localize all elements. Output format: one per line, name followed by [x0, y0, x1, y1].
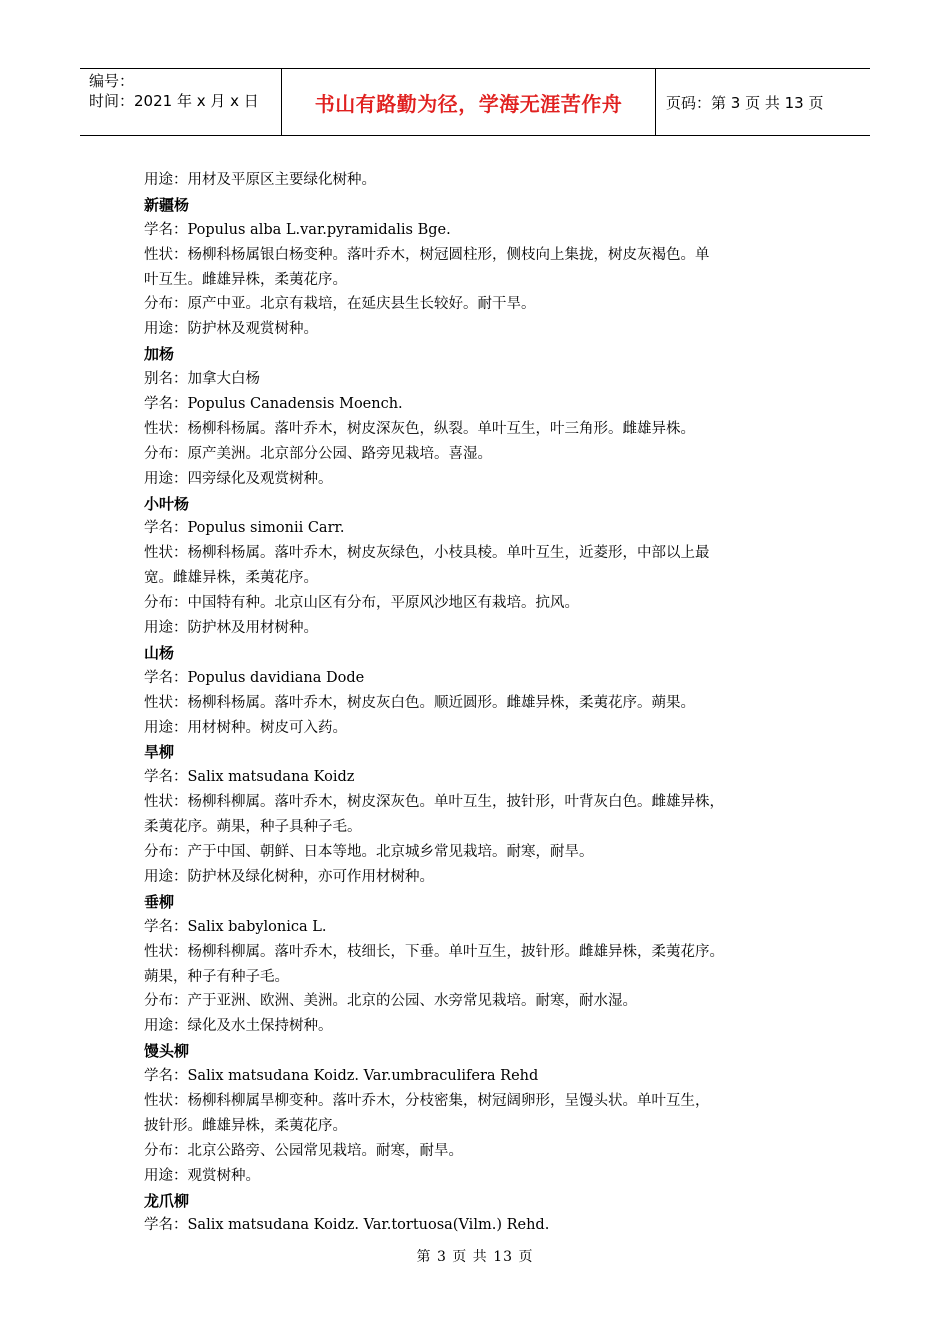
text-line: 用途：绿化及水土保持树种。 [144, 1018, 333, 1035]
document-date: 时间：2021 年 x 月 x 日 [89, 92, 259, 110]
document-body [144, 168, 824, 1238]
text-line: 别名：加拿大白杨 [144, 371, 260, 388]
text-line: 用途：防护林及绿化树种，亦可作用材树种。 [144, 868, 434, 885]
text-line: 分布：产于中国、朝鲜、日本等地。北京城乡常见栽培。耐寒，耐旱。 [144, 844, 594, 861]
text-line: 用途：防护林及用材树种。 [144, 620, 318, 637]
text-line: 用途：观赏树种。 [144, 1167, 260, 1184]
text-line: 用途：用材树种。树皮可入药。 [144, 719, 347, 736]
text-line: 学名：Populus davidiana Dode [144, 669, 365, 686]
species-heading: 山杨 [144, 643, 175, 662]
text-line: 性状：杨柳科柳属。落叶乔木，枝细长，下垂。单叶互生，披针形。雌雄异株，柔荑花序。 [144, 943, 724, 960]
text-line: 性状：杨柳科柳属旱柳变种。落叶乔木，分枝密集，树冠阔卵形，呈馒头状。单叶互生， [144, 1092, 710, 1109]
text-line: 蒴果，种子有种子毛。 [144, 968, 289, 985]
text-line: 用途：四旁绿化及观赏树种。 [144, 470, 333, 487]
text-line: 学名：Populus simonii Carr. [144, 520, 345, 537]
text-line: 性状：杨柳科柳属。落叶乔木，树皮深灰色。单叶互生，披针形，叶背灰白色。雌雄异株， [144, 794, 724, 811]
page-header [80, 68, 870, 136]
text-line: 分布：产于亚洲、欧洲、美洲。北京的公园、水旁常见栽培。耐寒，耐水湿。 [144, 993, 637, 1010]
species-heading: 垂柳 [144, 892, 175, 911]
text-line: 学名：Salix matsudana Koidz [144, 769, 355, 786]
species-heading: 小叶杨 [144, 494, 190, 513]
header-meta [80, 69, 282, 135]
text-line: 性状：杨柳科杨属。落叶乔木，树皮灰白色。顺近圆形。雌雄异株，柔荑花序。蒴果。 [144, 694, 695, 711]
text-line: 宽。雌雄异株，柔荑花序。 [144, 570, 318, 587]
text-line: 学名：Salix matsudana Koidz. Var.tortuosa(Vilm.) Rehd. [144, 1217, 550, 1234]
text-line: 柔荑花序。蒴果，种子具种子毛。 [144, 819, 362, 836]
text-line: 分布：北京公路旁、公园常见栽培。耐寒，耐旱。 [144, 1142, 463, 1159]
text-line: 披针形。雌雄异株，柔荑花序。 [144, 1117, 347, 1134]
text-line: 学名：Salix matsudana Koidz. Var.umbraculifera Rehd [144, 1068, 539, 1085]
document-number-label: 编号： [89, 72, 135, 90]
page-footer: 第 3 页 共 13 页 [416, 1249, 534, 1265]
header-motto: 书山有路勤为径，学海无涯苦作舟 [282, 69, 656, 135]
text-line: 学名：Populus Canadensis Moench. [144, 396, 403, 413]
text-line: 性状：杨柳科杨属。落叶乔木，树皮灰绿色，小枝具棱。单叶互生，近菱形，中部以上最 [144, 545, 710, 562]
species-heading: 旱柳 [144, 743, 175, 762]
species-heading: 加杨 [144, 345, 175, 364]
text-line: 用途：用材及平原区主要绿化树种。 [144, 172, 376, 188]
text-line: 分布：中国特有种。北京山区有分布，平原风沙地区有栽培。抗风。 [144, 595, 579, 612]
text-line: 叶互生。雌雄异株，柔荑花序。 [144, 271, 347, 288]
text-line: 分布：原产美洲。北京部分公园、路旁见栽培。喜湿。 [144, 445, 492, 462]
text-line: 性状：杨柳科杨属。落叶乔木，树皮深灰色，纵裂。单叶互生，叶三角形。雌雄异株。 [144, 420, 695, 437]
text-line: 学名：Populus alba L.var.pyramidalis Bge. [144, 221, 451, 238]
text-line: 分布：原产中亚。北京有栽培，在延庆县生长较好。耐干旱。 [144, 296, 536, 313]
text-line: 用途：防护林及观赏树种。 [144, 321, 318, 338]
header-page-info: 页码：第 3 页 共 13 页 [666, 93, 824, 112]
species-heading: 龙爪柳 [144, 1191, 190, 1210]
text-line: 性状：杨柳科杨属银白杨变种。落叶乔木，树冠圆柱形，侧枝向上集拢，树皮灰褐色。单 [144, 246, 710, 263]
species-heading: 新疆杨 [144, 195, 190, 214]
species-heading: 馒头柳 [144, 1042, 190, 1061]
text-line: 学名：Salix babylonica L. [144, 918, 327, 935]
